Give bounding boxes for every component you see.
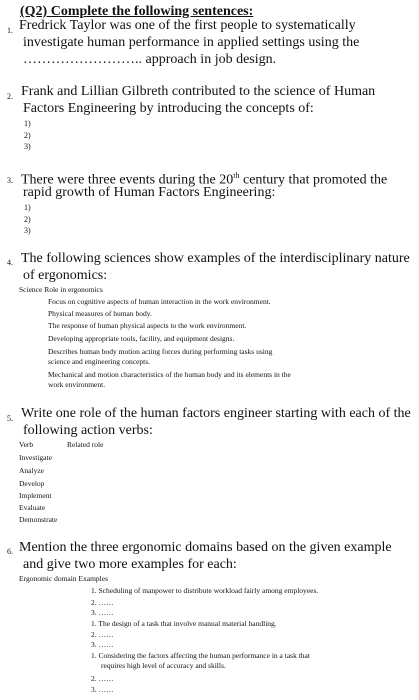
question-title: (Q2) Complete the following sentences:	[20, 4, 254, 19]
q4-row-6b: work environment.	[48, 380, 106, 389]
q2-line-2: Factors Engineering by introducing the concepts of:	[23, 101, 314, 116]
q6-line-2: and give two more examples for each:	[23, 557, 237, 572]
q5-verb-4: Implement	[19, 491, 52, 500]
q4-row-3: The response of human physical aspects to the work environment.	[48, 321, 247, 330]
q5-verb-1: Investigate	[19, 453, 52, 462]
q3-number: 3.	[7, 176, 13, 185]
q4-row-4: Developing appropriate tools, facility, and equipment designs.	[48, 334, 235, 343]
q4-row-1: Focus on cognitive aspects of human interaction in the work environment.	[48, 297, 271, 306]
q3-line-1: There were three events during the 20th century that promoted the	[21, 171, 388, 188]
q3-blank-3: 3)	[24, 226, 31, 235]
q1-line-1: Fredrick Taylor was one of the first people to systematically	[19, 18, 356, 33]
q5-line-2: following action verbs:	[23, 423, 153, 438]
q5-verb-6: Demonstrate	[19, 515, 58, 524]
q2-blank-3: 3)	[24, 142, 31, 151]
q6-g2-item-1: 1. The design of a task that involve manual material handling.	[91, 619, 277, 628]
q4-row-2: Physical measures of human body.	[48, 309, 152, 318]
q5-verb-5: Evaluate	[19, 503, 46, 512]
q6-line-1: Mention the three ergonomic domains based on the given example	[19, 540, 392, 555]
q5-verb-2: Analyze	[19, 466, 44, 475]
q1-line-3: …………………….. approach in job design.	[23, 52, 277, 67]
q4-line-2: of ergonomics:	[23, 268, 108, 283]
q4-row-6a: Mechanical and motion characteristics of the human body and its elements in the	[48, 370, 291, 379]
q5-col-verb: Verb	[19, 440, 34, 449]
q6-table-header: Ergonomic domain Examples	[19, 574, 109, 583]
q3-blank-2: 2)	[24, 215, 31, 224]
q6-g2-item-3: 3. ……	[91, 640, 114, 649]
q6-g1-item-3: 3. ……	[91, 608, 114, 617]
q4-table-header: Science Role in ergonomics	[19, 285, 103, 294]
q4-number: 4.	[7, 258, 13, 267]
q6-number: 6.	[7, 547, 13, 556]
q5-verb-3: Develop	[19, 479, 45, 488]
q5-line-1: Write one role of the human factors engineer starting with each of the	[21, 406, 411, 421]
q6-g3-item-1a: 1. Considering the factors affecting the human performance in a task that	[91, 651, 310, 660]
q1-number: 1.	[7, 26, 13, 35]
q6-g2-item-2: 2. ……	[91, 630, 114, 639]
q6-g3-item-2: 2. ……	[91, 674, 114, 683]
q2-number: 2.	[7, 92, 13, 101]
q1-line-2: investigate human performance in applied settings using the	[23, 35, 360, 50]
q5-number: 5.	[7, 414, 13, 423]
q6-g1-item-1: 1. Scheduling of manpower to distribute workload fairly among employees.	[91, 586, 319, 595]
q2-line-1: Frank and Lillian Gilbreth contributed to the science of Human	[21, 84, 376, 99]
q3-blank-1: 1)	[24, 203, 31, 212]
q3-line-2: rapid growth of Human Factors Engineering:	[23, 185, 276, 200]
q6-g1-item-2: 2. ……	[91, 598, 114, 607]
q5-col-role: Related role	[67, 440, 104, 449]
q4-row-5b: science and engineering concepts.	[48, 357, 151, 366]
q4-row-5a: Describes human body motion acting forces during performing tasks using	[48, 347, 273, 356]
q2-blank-1: 1)	[24, 119, 31, 128]
q6-g3-item-3: 3. ……	[91, 685, 114, 694]
q2-blank-2: 2)	[24, 131, 31, 140]
q4-line-1: The following sciences show examples of the interdisciplinary nature	[21, 251, 410, 266]
q6-g3-item-1b: requires high level of accuracy and skills.	[101, 661, 226, 670]
